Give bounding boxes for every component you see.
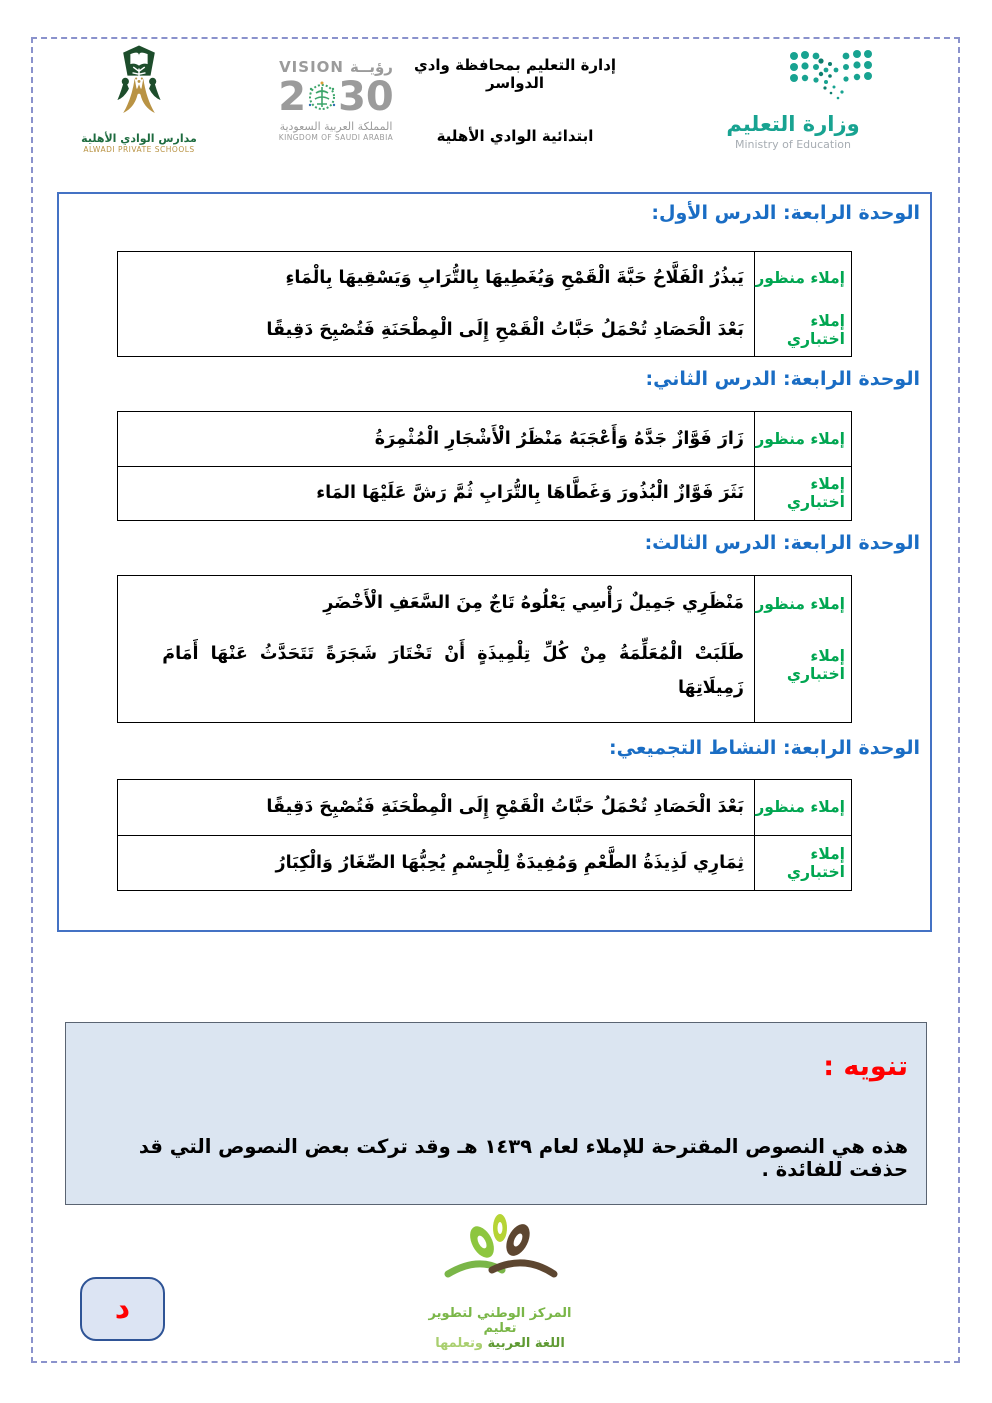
leaves-icon — [440, 1212, 560, 1300]
page-letter: د — [114, 1291, 131, 1326]
section-title-lesson-2: الوحدة الرابعة: الدرس الثاني: — [645, 368, 920, 390]
table-row — [118, 304, 851, 356]
dictation-table-lesson-2 — [117, 411, 852, 521]
ministry-name-ar: وزارة التعليم — [726, 112, 860, 136]
dictation-sentence — [118, 780, 754, 835]
vision-2030-logo — [272, 58, 400, 142]
section-title-lesson-1: الوحدة الرابعة: الدرس الأول: — [651, 202, 920, 224]
dictation-sentence — [118, 304, 754, 356]
dictation-type-label: إملاء اختباري — [754, 836, 851, 891]
vision-country-ar: المملكة العربية السعودية — [279, 120, 393, 133]
dictation-sentence-text: يَبذُرُ الْفَلَّاحُ حَبَّةَ الْقَمْحِ وَيُغَطِيهَا بِالتُّرَابِ وَيَسْقِيهَا بِالْمَاءِ — [285, 267, 744, 288]
page-letter-box — [80, 1277, 165, 1341]
dictation-sentence — [118, 631, 754, 722]
table-row — [118, 412, 851, 466]
dictation-sentence — [118, 836, 754, 891]
dictation-sentence — [118, 467, 754, 521]
ministry-name-en: Ministry of Education — [734, 138, 851, 151]
table-row — [118, 835, 851, 891]
dictation-sentence-text: ثِمَارِي لَذِيذَةُ الطَّعْمِ وَمُفِيدَةٌ لِلْجِسْمِ يُحِبُّهَا الصِّغَارُ وَالْكِبَارُ — [275, 852, 744, 873]
lessons-content-box — [57, 192, 932, 932]
saudi-emblem-icon — [307, 79, 337, 115]
dictation-sentence-text: بَعْدَ الْحَصَادِ تُحْمَلُ حَبَّاتُ الْقَمْحِ إِلَى الْمِطْحَنَةِ فَتُصْبِحَ دَقِيقًا — [266, 319, 744, 340]
school-crest-icon — [103, 44, 175, 126]
center-name-line2b: وتعلمها — [435, 1336, 484, 1351]
dictation-sentence-text: طَلَبَتْ الْمُعَلِّمَةُ مِنْ كُلِّ تِلْمِيذَةٍ أَنْ تَخْتَارَ شَجَرَةً تَتَحَدَّثُ عَنْهَا أَمَامَ زَمِيلَاتِهَا — [162, 644, 744, 699]
notice-title: تنويه : — [823, 1051, 908, 1082]
vision-label-ar: رؤيــة — [349, 58, 393, 76]
dictation-table-group-activity — [117, 779, 852, 891]
dictation-type-label: إملاء منظور — [754, 412, 851, 466]
national-center-logo — [415, 1212, 585, 1351]
dictation-table-lesson-1 — [117, 251, 852, 357]
dictation-type-label: إملاء اختباري — [754, 304, 851, 356]
school-logo-name-ar: مدارس الوادي الأهلية — [81, 132, 197, 145]
school-name-title: ابتدائية الوادي الأهلية — [436, 127, 594, 145]
notice-box — [65, 1022, 927, 1205]
center-name-line2a: اللغة العربية — [487, 1336, 565, 1351]
dictation-type-label: إملاء منظور — [754, 252, 851, 304]
vision-year-right: 30 — [338, 74, 394, 120]
notice-body: هذه هي النصوص المقترحة للإملاء لعام ١٤٣٩ هـ وقد تركت بعض النصوص التي قد حذفت للفائدة . — [138, 1135, 908, 1181]
section-title-lesson-3: الوحدة الرابعة: الدرس الثالث: — [644, 532, 920, 554]
school-logo — [74, 44, 204, 154]
center-name-line2 — [415, 1336, 585, 1351]
dictation-type-label: إملاء اختباري — [754, 631, 851, 722]
table-row — [118, 780, 851, 835]
vision-year-left: 2 — [278, 74, 307, 120]
dictation-sentence — [118, 412, 754, 466]
dictation-sentence-text: بَعْدَ الْحَصَادِ تُحْمَلُ حَبَّاتُ الْقَمْحِ إِلَى الْمِطْحَنَةِ فَتُصْبِحَ دَقِيقًا — [266, 797, 744, 818]
table-row — [118, 466, 851, 521]
table-row — [118, 252, 851, 304]
center-name-line1: المركز الوطني لتطوير تعليم — [428, 1306, 572, 1336]
dictation-sentence — [118, 252, 754, 304]
dictation-sentence — [118, 576, 754, 631]
table-row — [118, 576, 851, 631]
dictation-type-label: إملاء منظور — [754, 780, 851, 835]
dictation-sentence-text: مَنْظَرِي جَمِيلٌ رَأْسِي يَعْلُوهُ تَاجٌ مِنَ السَّعَفِ الْأَخْضَرِ — [323, 593, 744, 614]
education-department-title: إدارة التعليم بمحافظة وادي الدواسر — [413, 56, 617, 92]
vision-country-en: KINGDOM OF SAUDI ARABIA — [278, 133, 394, 142]
section-title-group-activity: الوحدة الرابعة: النشاط التجميعي: — [609, 737, 920, 759]
ministry-dots-icon — [708, 48, 878, 104]
header-titles — [390, 56, 640, 145]
dictation-sentence-text: نَثَرَ فَوَّازٌ الْبُذُورَ وَغَطَّاهَا بِالتُّرَابِ ثُمَّ رَشَّ عَلَيْهَا المَاء — [316, 483, 744, 504]
ministry-of-education-logo — [698, 48, 888, 151]
vision-label-en: VISION — [279, 58, 344, 76]
school-logo-name-en: ALWADI PRIVATE SCHOOLS — [83, 145, 195, 154]
dictation-table-lesson-3 — [117, 575, 852, 723]
dictation-type-label: إملاء منظور — [754, 576, 851, 631]
dictation-sentence-text: زَارَ فَوَّازٌ جَدَّهُ وَأَعْجَبَهُ مَنْظَرُ الْأَشْجَارِ الْمُثْمِرَةُ — [374, 428, 744, 449]
dictation-type-label: إملاء اختباري — [754, 467, 851, 521]
table-row — [118, 631, 851, 722]
